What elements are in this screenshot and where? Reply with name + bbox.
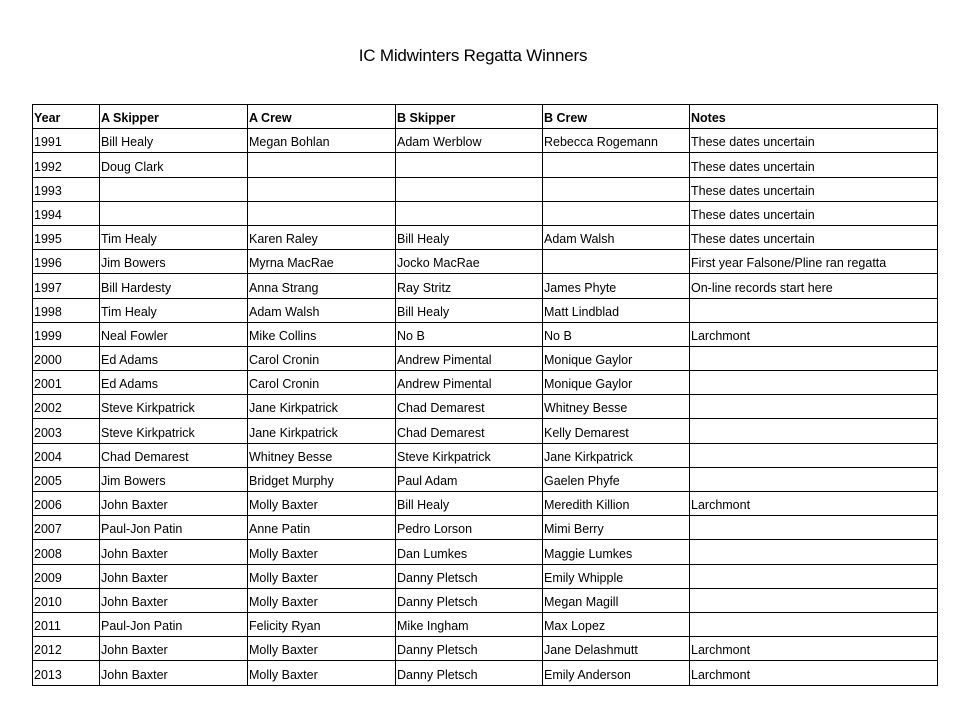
cell-notes: These dates uncertain [690, 129, 938, 153]
cell-notes: On-line records start here [690, 274, 938, 298]
cell-b-skipper: Danny Pletsch [396, 588, 543, 612]
cell-notes [690, 395, 938, 419]
cell-b-skipper: Jocko MacRae [396, 250, 543, 274]
cell-b-skipper: Dan Lumkes [396, 540, 543, 564]
cell-a-skipper: Tim Healy [100, 225, 248, 249]
cell-a-crew: Myrna MacRae [248, 250, 396, 274]
cell-year: 2009 [33, 564, 100, 588]
cell-b-crew: Meredith Killion [543, 492, 690, 516]
cell-notes: These dates uncertain [690, 225, 938, 249]
table-row [33, 637, 938, 661]
cell-notes [690, 516, 938, 540]
cell-a-crew [248, 153, 396, 177]
cell-a-skipper: Steve Kirkpatrick [100, 395, 248, 419]
cell-b-crew: Maggie Lumkes [543, 540, 690, 564]
cell-notes: Larchmont [690, 637, 938, 661]
cell-b-crew: Jane Delashmutt [543, 637, 690, 661]
cell-notes [690, 540, 938, 564]
cell-year: 2004 [33, 443, 100, 467]
cell-b-crew [543, 201, 690, 225]
winners-table [32, 104, 938, 686]
cell-b-skipper: Danny Pletsch [396, 637, 543, 661]
cell-a-crew: Molly Baxter [248, 492, 396, 516]
document-title: IC Midwinters Regatta Winners [358, 46, 588, 65]
cell-a-crew: Carol Cronin [248, 371, 396, 395]
cell-a-crew: Jane Kirkpatrick [248, 419, 396, 443]
cell-a-skipper: Paul-Jon Patin [100, 516, 248, 540]
cell-notes [690, 346, 938, 370]
cell-b-skipper: Danny Pletsch [396, 564, 543, 588]
cell-a-skipper: John Baxter [100, 588, 248, 612]
cell-a-skipper: John Baxter [100, 637, 248, 661]
cell-year: 1997 [33, 274, 100, 298]
cell-b-skipper: Pedro Lorson [396, 516, 543, 540]
cell-b-crew [543, 177, 690, 201]
cell-b-crew [543, 250, 690, 274]
cell-notes [690, 419, 938, 443]
cell-notes: First year Falsone/Pline ran regatta [690, 250, 938, 274]
cell-year: 2000 [33, 346, 100, 370]
cell-b-crew: Mimi Berry [543, 516, 690, 540]
cell-a-crew: Molly Baxter [248, 637, 396, 661]
cell-year: 1998 [33, 298, 100, 322]
cell-notes: These dates uncertain [690, 177, 938, 201]
cell-notes: Larchmont [690, 492, 938, 516]
table-row [33, 298, 938, 322]
cell-a-skipper: Jim Bowers [100, 467, 248, 491]
cell-a-crew: Jane Kirkpatrick [248, 395, 396, 419]
table-row [33, 540, 938, 564]
cell-b-skipper [396, 201, 543, 225]
cell-b-crew [543, 153, 690, 177]
cell-b-skipper: Paul Adam [396, 467, 543, 491]
cell-a-skipper: Jim Bowers [100, 250, 248, 274]
cell-b-skipper: Bill Healy [396, 298, 543, 322]
cell-year: 1995 [33, 225, 100, 249]
cell-year: 2011 [33, 612, 100, 636]
cell-a-skipper [100, 201, 248, 225]
cell-b-crew: Monique Gaylor [543, 371, 690, 395]
table-row [33, 274, 938, 298]
cell-year: 1994 [33, 201, 100, 225]
cell-b-crew: Gaelen Phyfe [543, 467, 690, 491]
cell-b-crew: Max Lopez [543, 612, 690, 636]
cell-a-skipper: Neal Fowler [100, 322, 248, 346]
table-row [33, 177, 938, 201]
cell-notes: Larchmont [690, 322, 938, 346]
cell-a-crew: Adam Walsh [248, 298, 396, 322]
header-a-crew: A Crew [248, 105, 396, 129]
cell-b-crew: Megan Magill [543, 588, 690, 612]
cell-year: 2007 [33, 516, 100, 540]
cell-b-skipper: Chad Demarest [396, 419, 543, 443]
cell-year: 1993 [33, 177, 100, 201]
cell-a-skipper: John Baxter [100, 540, 248, 564]
cell-notes [690, 564, 938, 588]
cell-notes [690, 443, 938, 467]
cell-a-crew [248, 201, 396, 225]
header-a-skipper: A Skipper [100, 105, 248, 129]
cell-a-skipper: Tim Healy [100, 298, 248, 322]
cell-a-crew: Molly Baxter [248, 540, 396, 564]
cell-notes [690, 371, 938, 395]
table-row [33, 395, 938, 419]
cell-b-crew: James Phyte [543, 274, 690, 298]
cell-a-skipper: Ed Adams [100, 346, 248, 370]
header-year: Year [33, 105, 100, 129]
table-body [33, 129, 938, 685]
cell-b-crew: Matt Lindblad [543, 298, 690, 322]
cell-notes: Larchmont [690, 661, 938, 685]
table-row [33, 588, 938, 612]
cell-a-skipper: Doug Clark [100, 153, 248, 177]
table-row [33, 516, 938, 540]
cell-a-skipper: Chad Demarest [100, 443, 248, 467]
cell-a-crew: Mike Collins [248, 322, 396, 346]
cell-year: 2010 [33, 588, 100, 612]
cell-b-skipper: Steve Kirkpatrick [396, 443, 543, 467]
cell-notes: These dates uncertain [690, 153, 938, 177]
cell-a-crew [248, 177, 396, 201]
cell-a-crew: Anne Patin [248, 516, 396, 540]
cell-a-skipper: Paul-Jon Patin [100, 612, 248, 636]
cell-year: 1996 [33, 250, 100, 274]
cell-a-skipper: Steve Kirkpatrick [100, 419, 248, 443]
cell-b-crew: Emily Whipple [543, 564, 690, 588]
cell-a-crew: Whitney Besse [248, 443, 396, 467]
cell-b-crew: Emily Anderson [543, 661, 690, 685]
cell-b-skipper [396, 153, 543, 177]
cell-a-skipper [100, 177, 248, 201]
cell-b-crew: Adam Walsh [543, 225, 690, 249]
table-row [33, 371, 938, 395]
cell-year: 1992 [33, 153, 100, 177]
table-row [33, 153, 938, 177]
cell-year: 2005 [33, 467, 100, 491]
cell-year: 2003 [33, 419, 100, 443]
header-b-skipper: B Skipper [396, 105, 543, 129]
cell-a-skipper: John Baxter [100, 492, 248, 516]
cell-year: 2008 [33, 540, 100, 564]
cell-a-crew: Felicity Ryan [248, 612, 396, 636]
table-row [33, 492, 938, 516]
table-row [33, 467, 938, 491]
table-row [33, 346, 938, 370]
cell-a-skipper: Bill Hardesty [100, 274, 248, 298]
cell-b-skipper: Danny Pletsch [396, 661, 543, 685]
cell-b-skipper: Mike Ingham [396, 612, 543, 636]
cell-b-skipper [396, 177, 543, 201]
cell-notes [690, 612, 938, 636]
table-row [33, 129, 938, 153]
header-notes: Notes [690, 105, 938, 129]
cell-b-crew: Rebecca Rogemann [543, 129, 690, 153]
table-row [33, 225, 938, 249]
cell-b-skipper: Adam Werblow [396, 129, 543, 153]
cell-a-skipper: John Baxter [100, 564, 248, 588]
cell-notes [690, 298, 938, 322]
cell-a-skipper: John Baxter [100, 661, 248, 685]
cell-b-skipper: Chad Demarest [396, 395, 543, 419]
cell-a-crew: Molly Baxter [248, 564, 396, 588]
table-row [33, 201, 938, 225]
cell-notes: These dates uncertain [690, 201, 938, 225]
cell-b-skipper: Bill Healy [396, 225, 543, 249]
table-row [33, 612, 938, 636]
cell-a-skipper: Bill Healy [100, 129, 248, 153]
cell-year: 2001 [33, 371, 100, 395]
cell-b-crew: Whitney Besse [543, 395, 690, 419]
cell-year: 1991 [33, 129, 100, 153]
cell-b-crew: Jane Kirkpatrick [543, 443, 690, 467]
table-row [33, 443, 938, 467]
table-row [33, 419, 938, 443]
cell-b-skipper: Ray Stritz [396, 274, 543, 298]
cell-b-skipper: Andrew Pimental [396, 371, 543, 395]
table-row [33, 250, 938, 274]
cell-year: 2002 [33, 395, 100, 419]
cell-b-crew: No B [543, 322, 690, 346]
cell-a-crew: Molly Baxter [248, 661, 396, 685]
cell-a-crew: Anna Strang [248, 274, 396, 298]
cell-year: 2013 [33, 661, 100, 685]
cell-a-crew: Molly Baxter [248, 588, 396, 612]
cell-b-skipper: No B [396, 322, 543, 346]
cell-notes [690, 467, 938, 491]
cell-a-crew: Bridget Murphy [248, 467, 396, 491]
cell-b-skipper: Andrew Pimental [396, 346, 543, 370]
header-b-crew: B Crew [543, 105, 690, 129]
table-row [33, 322, 938, 346]
cell-b-crew: Monique Gaylor [543, 346, 690, 370]
cell-a-crew: Carol Cronin [248, 346, 396, 370]
cell-year: 2006 [33, 492, 100, 516]
cell-a-crew: Megan Bohlan [248, 129, 396, 153]
cell-a-crew: Karen Raley [248, 225, 396, 249]
table-row [33, 564, 938, 588]
cell-year: 1999 [33, 322, 100, 346]
cell-a-skipper: Ed Adams [100, 371, 248, 395]
header-row [33, 105, 938, 129]
table-row [33, 661, 938, 685]
cell-b-crew: Kelly Demarest [543, 419, 690, 443]
cell-year: 2012 [33, 637, 100, 661]
cell-b-skipper: Bill Healy [396, 492, 543, 516]
cell-notes [690, 588, 938, 612]
